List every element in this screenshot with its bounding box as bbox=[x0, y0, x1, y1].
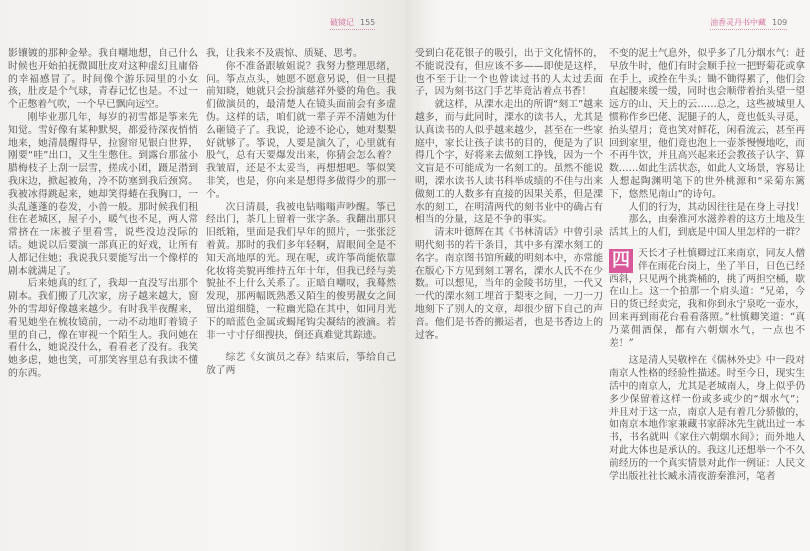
paragraph: 你不准备跟敏姐说？我努力整理思绪，问。筝点点头，她愿不愿意另说，但一旦提前知晓，她就只会扮演慈祥外婆的角色。我们做演员的，最清楚人在镜头面前会有多虚伪。这样的话，咱们就一辈子弄不清她为什么砸镜子了。我说，论迹不论心，她对梨梨好就够了。筝说，人要是演久了，心里就有股气，总有天要爆发出来，你猜会怎么着？我皱眉，还是不太妥当，再想想吧。筝似笑非笑，也是，你向来是想得多做得少的那一个。 bbox=[206, 60, 396, 200]
paragraph: 那么，由秦淮河水滋养着的这方土地及生活其上的人们，到底是中国人里怎样的一群？ bbox=[609, 214, 805, 239]
text-column-3 bbox=[415, 48, 603, 342]
paragraph: 人们的行为，其动因往往是在身上寻找！ bbox=[628, 201, 805, 213]
running-head-title: 破镜记 bbox=[330, 18, 354, 27]
text-column-2 bbox=[206, 48, 396, 378]
paragraph: 不变的泥土气息外，似乎多了几分烟水气：赶早放牛时，他们有时会顺手拉一把野菊花或拿在手上，或拴在牛头；锄不锄得累了，他们会直起腰来缓一缓，同时也会顺带着抬头望一望远方的山、天上的云……总之，这些被城里人惯称作乡巴佬、泥腿子的人，竟也低头寻觅，抬头望月；竟也笑对鲜花，闲看流云，甚至再回到家里，他们竟也泡上一壶茶慢慢地吃，而不再牛饮，并且高兴起来还会教孩子认字、算数……如此生活状态，如此人文场景，容易让人想起陶渊明笔下的世外桃源和“采菊东篱下，悠然见南山”的诗句。 bbox=[609, 48, 805, 200]
section-quote: 天长才子杜慎卿过江来南京，同友人僧伴在雨花台岗上，坐了半日，日色已经西斜，只见两个挑粪桶的，挑了两担空桶，歇在山上。这一个拍那一个肩头道：“兄弟，今日的货已经卖完，我和你到永宁泉吃一壶水，回来再到雨花台看看落照。”杜慎卿笑道：“真乃菜佣酒保，都有六朝烟水气，一点也不差！” bbox=[609, 247, 805, 349]
running-head-title: 油香灵丹书中藏 bbox=[710, 18, 766, 27]
running-head-left bbox=[330, 17, 375, 28]
section-four bbox=[609, 248, 805, 483]
paragraph: 次日清晨，我被电钻嗡嗡声吵醒。筝已经出门，茶几上留着一张字条。我翻出那只旧纸箱，里面是我们早年的照片，一张张泛着黄。那时的我们多年轻啊，眉眼间全是不知天高地厚的光。现在呢，或许筝尚能依靠化妆将美貌再维持五年十年，但我已经与美貌扯不上什么关系了。正暗自嘲叹，我蓦然发现，那两幅既熟悉又陌生的俊男靓女之间留出道细缝，一粒幽光隐在其中，如同月光下的暗蓝色金属或蝎尾钩尖凝结的液滴。若非一寸寸仔细搜抉，倒还真难觉其踪迹。 bbox=[206, 201, 396, 341]
dotted-rule bbox=[710, 29, 787, 30]
section-body: 这是清人吴敬梓在《儒林外史》中一段对南京人性格的经验性描述。时至今日，现实生活中的南京人，尤其是老城南人，身上似乎仍多少保留着这样一份或多或少的“烟水气”；并且对于这一点，南京人是有着几分骄傲的，如南京本地作家兼藏书家薛冰先生就出过一本书，书名就叫《家住六朝烟水间》；而外地人对此大体也是承认的。我这儿还想举一个不久前经历的一个真实情景对此作一例证：人民文学出版社社长臧永清夜游秦淮河，笔者 bbox=[609, 355, 805, 482]
paragraph: 清末叶德辉在其《书林清话》中曾引录明代刻书的若干条目，其中多有溧水刻工的名字。南京图书馆所藏的明刻本中，亦常能在版心下方见到刻工署名，溧水人氏不在少数。可以想见，当年的金陵书坊里，一代又一代的溧水刻工埋首于梨枣之间，一刀一刀地刻下了别人的文章，却很少留下自己的声音。他们是书香的搬运者，也是书香边上的过客。 bbox=[415, 227, 603, 341]
dotted-rule bbox=[330, 29, 375, 30]
paragraph: 影镶镀的那种金晕。我自嘲地想，自己什么时候也开始拍抚微圆肚皮对这种虚幻且庸俗的幸福感冒了。时间像个游乐园里的小女孩，肚皮是个气球，青春记忆也是。不过一个正憋着气吹，一个早已飘向远空。 bbox=[8, 48, 198, 111]
paragraph: 我，让我来不及震惊、质疑、思考。 bbox=[206, 48, 363, 59]
page-number: 155 bbox=[360, 18, 376, 27]
paragraph: 受到白花花银子的吸引，出于文化情怀的，不能说没有，但应该不多——即使是这样，也不至于让一个也曾读过书的人太过丢面子，因为刻书这门手艺毕竟沾着点书香！ bbox=[415, 48, 603, 98]
page-number: 109 bbox=[772, 18, 788, 27]
running-head-right bbox=[710, 17, 787, 28]
text-column-4 bbox=[609, 48, 805, 483]
paragraph: 刚毕业那几年，每岁的初雪都是筝来先知觉。雪好像有某种默契，都爱待深夜悄悄地来，她清晨醒得早，拉窗帘见银白世界，刚要“哇”出口，又生生憋住。到露台那盆小腊梅枝子上刮一层雪，搓成小团，蹑足潜到我床边，掀起被角，冷不防塞到我后颈窝。我被冰得跳起来，她却笑得蜷在我胸口，一头乱蓬蓬的卷发，小兽一般。那时候我们租住在老城区，屋子小，暖气也不足，两人常常挤在一床被子里看雪，说些没边没际的话。她说以后要演一部真正的好戏，让所有人都记住她；我说我只要能写出一个像样的剧本就满足了。 bbox=[8, 111, 198, 277]
section-numeral: 四 bbox=[609, 249, 633, 273]
right-page bbox=[405, 0, 810, 551]
paragraph: 就这样，从溧水走出的所谓“刻工”越来越多，而与此同时，溧水的读书人，尤其是认真读书的人似乎越来越少，甚至在一些家庭中，家长让孩子读书的目的，便是为了识得几个字，好将来去做刻工挣钱，因为一个文盲是不可能成为一名刻工的。虽然不能说明，溧水读书人读书科举成绩的不佳与出来做刻工的人数多有直接的因果关系，但是溧水的刻工，在明清两代的刻书业中的确占有相当的分量，这是不争的事实。 bbox=[415, 99, 603, 226]
paragraph: 综艺《女演员之春》结束后，筝给自己放了两 bbox=[206, 352, 396, 377]
paragraph: 后来她真的红了，我却一直没写出那个剧本。我们搬了几次家，房子越来越大，窗外的雪却好像越来越少。有时我半夜醒来，看见她坐在梳妆镜前，一动不动地盯着镜子里的自己，像在审视一个陌生人。我问她在看什么，她说没什么，看看老了没有。我笑她多虑，她也笑，可那笑容里总有我读不懂的东西。 bbox=[8, 278, 198, 379]
text-column-1 bbox=[8, 48, 198, 381]
